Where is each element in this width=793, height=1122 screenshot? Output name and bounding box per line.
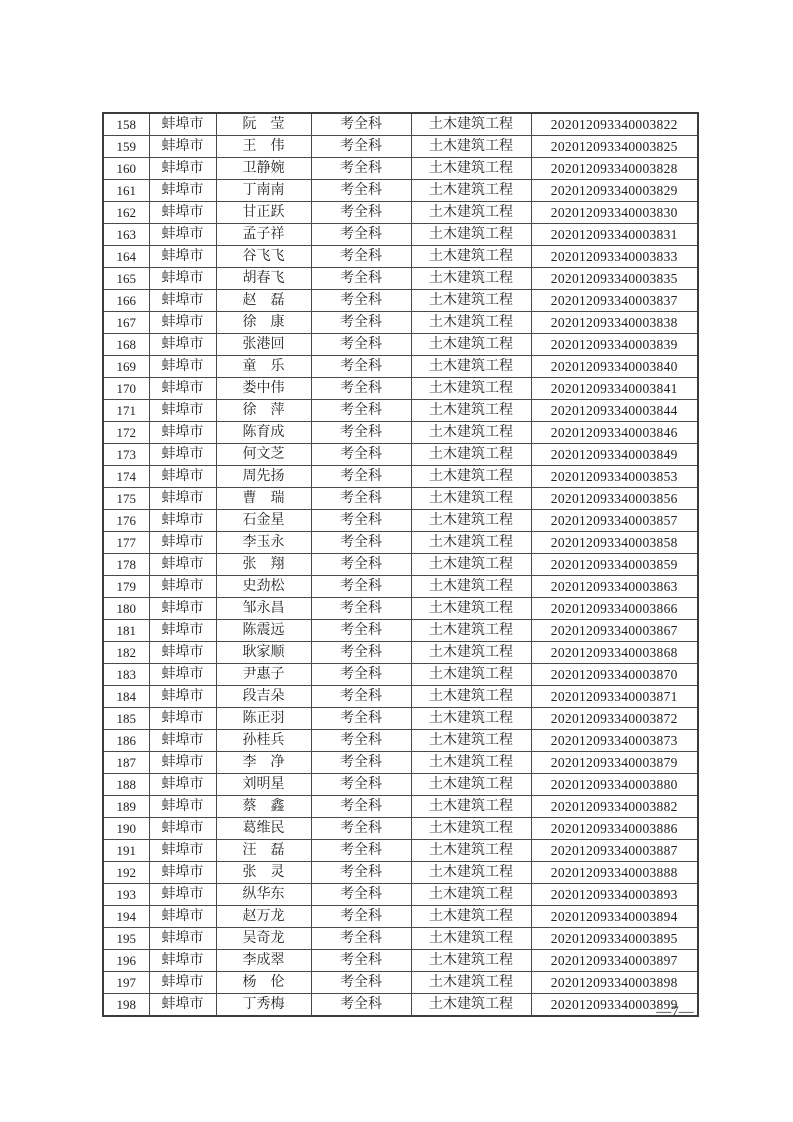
table-row [103,752,698,774]
cell-file-number: 202012093340003833 [531,246,698,268]
cell-file-number: 202012093340003863 [531,576,698,598]
cell-specialty: 土木建筑工程 [411,862,531,884]
cell-exam-category: 考全科 [311,730,411,752]
cell-specialty: 土木建筑工程 [411,334,531,356]
cell-file-number: 202012093340003844 [531,400,698,422]
cell-specialty: 土木建筑工程 [411,708,531,730]
cell-name: 耿家顺 [216,642,311,664]
cell-exam-category: 考全科 [311,113,411,136]
cell-specialty: 土木建筑工程 [411,378,531,400]
cell-file-number: 202012093340003886 [531,818,698,840]
cell-file-number: 202012093340003839 [531,334,698,356]
table-row [103,466,698,488]
cell-city: 蚌埠市 [149,796,216,818]
cell-specialty: 土木建筑工程 [411,620,531,642]
cell-name: 尹惠子 [216,664,311,686]
cell-index: 176 [103,510,149,532]
cell-index: 184 [103,686,149,708]
cell-exam-category: 考全科 [311,774,411,796]
cell-specialty: 土木建筑工程 [411,422,531,444]
table-row [103,554,698,576]
cell-index: 187 [103,752,149,774]
cell-specialty: 土木建筑工程 [411,488,531,510]
cell-specialty: 土木建筑工程 [411,312,531,334]
cell-name: 胡春飞 [216,268,311,290]
cell-name: 李 净 [216,752,311,774]
cell-name: 段吉朵 [216,686,311,708]
cell-name: 孟子祥 [216,224,311,246]
registration-list-table [102,112,699,1017]
cell-index: 162 [103,202,149,224]
table-row [103,312,698,334]
cell-file-number: 202012093340003840 [531,356,698,378]
cell-index: 180 [103,598,149,620]
cell-file-number: 202012093340003893 [531,884,698,906]
table-row [103,862,698,884]
cell-specialty: 土木建筑工程 [411,884,531,906]
cell-city: 蚌埠市 [149,972,216,994]
cell-file-number: 202012093340003837 [531,290,698,312]
cell-name: 葛维民 [216,818,311,840]
cell-exam-category: 考全科 [311,620,411,642]
cell-exam-category: 考全科 [311,466,411,488]
cell-specialty: 土木建筑工程 [411,840,531,862]
cell-name: 张 灵 [216,862,311,884]
cell-city: 蚌埠市 [149,400,216,422]
cell-city: 蚌埠市 [149,532,216,554]
cell-city: 蚌埠市 [149,730,216,752]
cell-file-number: 202012093340003866 [531,598,698,620]
cell-file-number: 202012093340003899 [531,994,698,1017]
cell-specialty: 土木建筑工程 [411,906,531,928]
cell-exam-category: 考全科 [311,158,411,180]
cell-exam-category: 考全科 [311,862,411,884]
cell-city: 蚌埠市 [149,378,216,400]
table-row [103,664,698,686]
cell-exam-category: 考全科 [311,752,411,774]
table-row [103,356,698,378]
table-row [103,796,698,818]
cell-index: 159 [103,136,149,158]
cell-exam-category: 考全科 [311,202,411,224]
cell-specialty: 土木建筑工程 [411,400,531,422]
cell-exam-category: 考全科 [311,268,411,290]
cell-city: 蚌埠市 [149,576,216,598]
cell-city: 蚌埠市 [149,334,216,356]
cell-index: 175 [103,488,149,510]
cell-name: 徐 康 [216,312,311,334]
cell-exam-category: 考全科 [311,554,411,576]
cell-city: 蚌埠市 [149,224,216,246]
table-row [103,818,698,840]
cell-city: 蚌埠市 [149,598,216,620]
cell-specialty: 土木建筑工程 [411,774,531,796]
cell-file-number: 202012093340003872 [531,708,698,730]
cell-file-number: 202012093340003870 [531,664,698,686]
cell-exam-category: 考全科 [311,818,411,840]
table-row [103,422,698,444]
cell-specialty: 土木建筑工程 [411,180,531,202]
cell-index: 189 [103,796,149,818]
cell-city: 蚌埠市 [149,246,216,268]
cell-specialty: 土木建筑工程 [411,928,531,950]
cell-exam-category: 考全科 [311,400,411,422]
cell-file-number: 202012093340003828 [531,158,698,180]
table-row [103,158,698,180]
cell-file-number: 202012093340003882 [531,796,698,818]
cell-name: 杨 伦 [216,972,311,994]
cell-file-number: 202012093340003835 [531,268,698,290]
cell-city: 蚌埠市 [149,268,216,290]
cell-exam-category: 考全科 [311,994,411,1017]
table-row [103,774,698,796]
cell-city: 蚌埠市 [149,708,216,730]
table-row [103,884,698,906]
cell-index: 183 [103,664,149,686]
cell-specialty: 土木建筑工程 [411,686,531,708]
cell-name: 李成翠 [216,950,311,972]
cell-exam-category: 考全科 [311,290,411,312]
cell-name: 赵万龙 [216,906,311,928]
cell-name: 曹 瑞 [216,488,311,510]
cell-name: 丁南南 [216,180,311,202]
table-row [103,334,698,356]
cell-city: 蚌埠市 [149,950,216,972]
table-row [103,488,698,510]
cell-specialty: 土木建筑工程 [411,664,531,686]
cell-index: 186 [103,730,149,752]
cell-specialty: 土木建筑工程 [411,202,531,224]
cell-specialty: 土木建筑工程 [411,598,531,620]
cell-exam-category: 考全科 [311,136,411,158]
cell-index: 165 [103,268,149,290]
cell-name: 邹永昌 [216,598,311,620]
cell-index: 166 [103,290,149,312]
cell-exam-category: 考全科 [311,488,411,510]
cell-specialty: 土木建筑工程 [411,268,531,290]
cell-file-number: 202012093340003871 [531,686,698,708]
cell-name: 赵 磊 [216,290,311,312]
cell-exam-category: 考全科 [311,642,411,664]
cell-file-number: 202012093340003841 [531,378,698,400]
cell-index: 185 [103,708,149,730]
cell-specialty: 土木建筑工程 [411,818,531,840]
cell-name: 谷飞飞 [216,246,311,268]
table-row [103,400,698,422]
cell-city: 蚌埠市 [149,774,216,796]
cell-index: 163 [103,224,149,246]
cell-file-number: 202012093340003895 [531,928,698,950]
cell-index: 161 [103,180,149,202]
cell-index: 194 [103,906,149,928]
table-row [103,994,698,1017]
table-row [103,950,698,972]
cell-exam-category: 考全科 [311,840,411,862]
cell-index: 196 [103,950,149,972]
cell-name: 童 乐 [216,356,311,378]
table-row [103,510,698,532]
cell-file-number: 202012093340003887 [531,840,698,862]
cell-city: 蚌埠市 [149,113,216,136]
cell-specialty: 土木建筑工程 [411,224,531,246]
cell-name: 蔡 鑫 [216,796,311,818]
table-row [103,532,698,554]
cell-index: 198 [103,994,149,1017]
cell-file-number: 202012093340003831 [531,224,698,246]
cell-exam-category: 考全科 [311,972,411,994]
cell-file-number: 202012093340003857 [531,510,698,532]
cell-city: 蚌埠市 [149,862,216,884]
cell-file-number: 202012093340003829 [531,180,698,202]
cell-index: 177 [103,532,149,554]
cell-exam-category: 考全科 [311,906,411,928]
cell-index: 178 [103,554,149,576]
cell-index: 160 [103,158,149,180]
cell-city: 蚌埠市 [149,180,216,202]
cell-name: 陈正羽 [216,708,311,730]
cell-city: 蚌埠市 [149,906,216,928]
cell-specialty: 土木建筑工程 [411,730,531,752]
table-row [103,224,698,246]
cell-city: 蚌埠市 [149,554,216,576]
cell-specialty: 土木建筑工程 [411,950,531,972]
cell-exam-category: 考全科 [311,598,411,620]
cell-index: 173 [103,444,149,466]
cell-file-number: 202012093340003858 [531,532,698,554]
cell-file-number: 202012093340003880 [531,774,698,796]
cell-index: 164 [103,246,149,268]
table-row [103,180,698,202]
cell-index: 190 [103,818,149,840]
cell-index: 158 [103,113,149,136]
table-row [103,708,698,730]
table-row [103,840,698,862]
cell-file-number: 202012093340003846 [531,422,698,444]
cell-name: 何文芝 [216,444,311,466]
cell-exam-category: 考全科 [311,708,411,730]
cell-name: 陈育成 [216,422,311,444]
cell-city: 蚌埠市 [149,312,216,334]
page-number: —7— [656,1004,694,1020]
cell-specialty: 土木建筑工程 [411,136,531,158]
cell-file-number: 202012093340003825 [531,136,698,158]
cell-specialty: 土木建筑工程 [411,444,531,466]
cell-index: 172 [103,422,149,444]
cell-city: 蚌埠市 [149,136,216,158]
table-row [103,972,698,994]
cell-exam-category: 考全科 [311,180,411,202]
cell-name: 陈震远 [216,620,311,642]
table-row [103,906,698,928]
cell-file-number: 202012093340003873 [531,730,698,752]
cell-specialty: 土木建筑工程 [411,752,531,774]
table-row [103,136,698,158]
cell-name: 甘正跃 [216,202,311,224]
cell-specialty: 土木建筑工程 [411,466,531,488]
cell-specialty: 土木建筑工程 [411,532,531,554]
cell-name: 娄中伟 [216,378,311,400]
cell-city: 蚌埠市 [149,620,216,642]
cell-file-number: 202012093340003879 [531,752,698,774]
cell-exam-category: 考全科 [311,378,411,400]
cell-index: 179 [103,576,149,598]
cell-city: 蚌埠市 [149,664,216,686]
cell-exam-category: 考全科 [311,686,411,708]
cell-city: 蚌埠市 [149,686,216,708]
cell-name: 丁秀梅 [216,994,311,1017]
cell-specialty: 土木建筑工程 [411,994,531,1017]
cell-file-number: 202012093340003838 [531,312,698,334]
cell-file-number: 202012093340003830 [531,202,698,224]
table-row [103,113,698,136]
cell-name: 汪 磊 [216,840,311,862]
cell-index: 181 [103,620,149,642]
cell-file-number: 202012093340003856 [531,488,698,510]
cell-city: 蚌埠市 [149,642,216,664]
cell-exam-category: 考全科 [311,334,411,356]
cell-index: 169 [103,356,149,378]
cell-exam-category: 考全科 [311,510,411,532]
cell-name: 李玉永 [216,532,311,554]
cell-file-number: 202012093340003898 [531,972,698,994]
cell-city: 蚌埠市 [149,422,216,444]
cell-exam-category: 考全科 [311,576,411,598]
cell-specialty: 土木建筑工程 [411,510,531,532]
cell-city: 蚌埠市 [149,466,216,488]
cell-exam-category: 考全科 [311,224,411,246]
cell-city: 蚌埠市 [149,290,216,312]
cell-file-number: 202012093340003849 [531,444,698,466]
cell-exam-category: 考全科 [311,246,411,268]
cell-specialty: 土木建筑工程 [411,290,531,312]
cell-exam-category: 考全科 [311,312,411,334]
cell-city: 蚌埠市 [149,488,216,510]
cell-file-number: 202012093340003888 [531,862,698,884]
table-row [103,686,698,708]
cell-exam-category: 考全科 [311,928,411,950]
cell-name: 卫静婉 [216,158,311,180]
table-row [103,642,698,664]
table-row [103,620,698,642]
cell-specialty: 土木建筑工程 [411,796,531,818]
cell-index: 188 [103,774,149,796]
cell-name: 吴奇龙 [216,928,311,950]
cell-city: 蚌埠市 [149,444,216,466]
cell-name: 石金星 [216,510,311,532]
cell-city: 蚌埠市 [149,928,216,950]
cell-city: 蚌埠市 [149,202,216,224]
table-row [103,378,698,400]
cell-index: 195 [103,928,149,950]
cell-file-number: 202012093340003868 [531,642,698,664]
table-row [103,576,698,598]
cell-specialty: 土木建筑工程 [411,554,531,576]
cell-city: 蚌埠市 [149,158,216,180]
cell-exam-category: 考全科 [311,796,411,818]
cell-city: 蚌埠市 [149,994,216,1017]
cell-index: 191 [103,840,149,862]
table-row [103,246,698,268]
cell-index: 197 [103,972,149,994]
cell-exam-category: 考全科 [311,422,411,444]
cell-index: 182 [103,642,149,664]
cell-city: 蚌埠市 [149,510,216,532]
cell-exam-category: 考全科 [311,532,411,554]
cell-file-number: 202012093340003867 [531,620,698,642]
cell-name: 史劲松 [216,576,311,598]
cell-index: 192 [103,862,149,884]
table-row [103,290,698,312]
cell-city: 蚌埠市 [149,840,216,862]
cell-city: 蚌埠市 [149,884,216,906]
table-body [103,113,698,1016]
cell-name: 徐 萍 [216,400,311,422]
cell-exam-category: 考全科 [311,356,411,378]
cell-index: 167 [103,312,149,334]
cell-name: 张 翔 [216,554,311,576]
cell-exam-category: 考全科 [311,950,411,972]
cell-specialty: 土木建筑工程 [411,246,531,268]
cell-name: 纵华东 [216,884,311,906]
cell-specialty: 土木建筑工程 [411,972,531,994]
table-row [103,444,698,466]
cell-city: 蚌埠市 [149,752,216,774]
cell-file-number: 202012093340003853 [531,466,698,488]
cell-file-number: 202012093340003859 [531,554,698,576]
cell-city: 蚌埠市 [149,356,216,378]
table-row [103,928,698,950]
cell-city: 蚌埠市 [149,818,216,840]
cell-specialty: 土木建筑工程 [411,576,531,598]
cell-index: 171 [103,400,149,422]
cell-specialty: 土木建筑工程 [411,642,531,664]
cell-index: 174 [103,466,149,488]
cell-index: 193 [103,884,149,906]
cell-exam-category: 考全科 [311,444,411,466]
cell-file-number: 202012093340003894 [531,906,698,928]
cell-file-number: 202012093340003822 [531,113,698,136]
cell-exam-category: 考全科 [311,664,411,686]
cell-specialty: 土木建筑工程 [411,356,531,378]
table-row [103,598,698,620]
cell-index: 168 [103,334,149,356]
cell-file-number: 202012093340003897 [531,950,698,972]
cell-name: 王 伟 [216,136,311,158]
cell-name: 孙桂兵 [216,730,311,752]
cell-index: 170 [103,378,149,400]
cell-name: 张港回 [216,334,311,356]
cell-name: 周先扬 [216,466,311,488]
cell-name: 阮 莹 [216,113,311,136]
table-row [103,730,698,752]
cell-specialty: 土木建筑工程 [411,158,531,180]
table-row [103,268,698,290]
cell-exam-category: 考全科 [311,884,411,906]
table-row [103,202,698,224]
cell-specialty: 土木建筑工程 [411,113,531,136]
cell-name: 刘明星 [216,774,311,796]
